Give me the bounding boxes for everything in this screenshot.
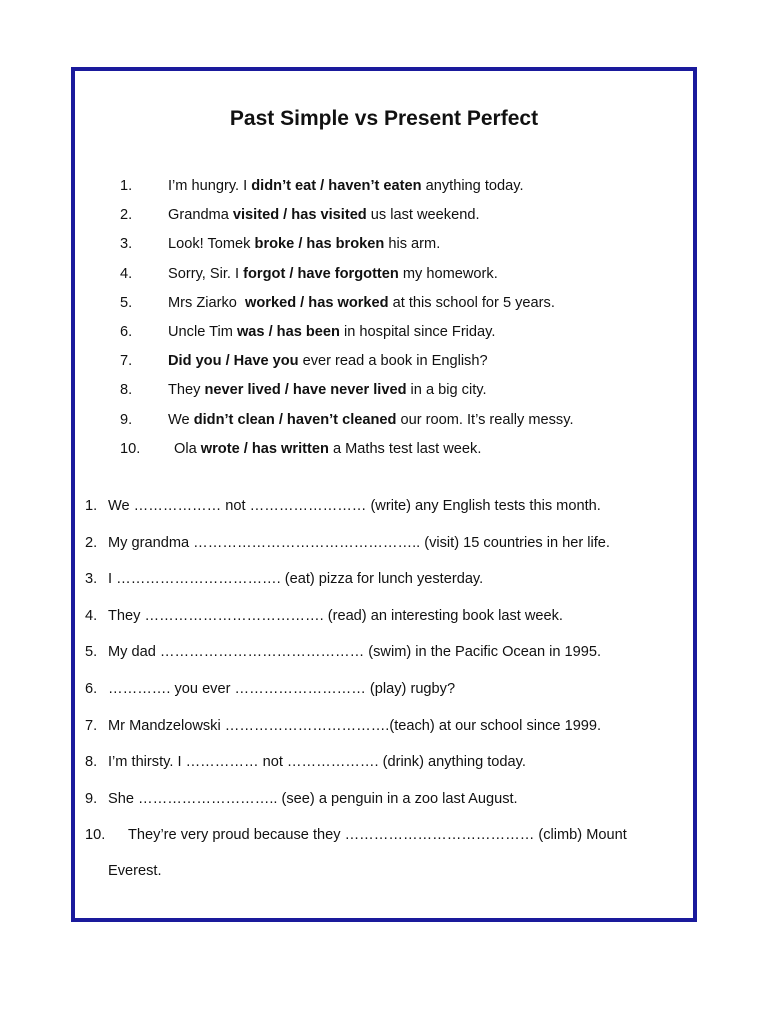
item-sentence: Ola wrote / has written a Maths test last week. (174, 440, 482, 457)
item-sentence: Grandma visited / has visited us last weekend. (168, 207, 480, 224)
part-one-item (75, 293, 693, 322)
part-one-item (75, 176, 693, 205)
part-two-item (75, 606, 693, 643)
choice-options: broke / has broken (254, 236, 385, 253)
gap-fill-sentence: My dad …………………………………… (swim) in the Pacific Ocean in 1995. (108, 644, 602, 661)
item-number: 1. (85, 498, 98, 514)
choice-options: forgot / have forgotten (243, 265, 399, 282)
item-sentence: Uncle Tim was / has been in hospital since Friday. (168, 323, 496, 340)
part-one-item (75, 380, 693, 409)
item-sentence: Did you / Have you ever read a book in English? (168, 353, 488, 370)
item-number: 9. (120, 411, 133, 428)
part-one-item (75, 322, 693, 351)
item-number: 4. (85, 607, 98, 624)
part-one-list (75, 176, 693, 468)
part-two-item (75, 679, 693, 716)
item-number: 10. (85, 827, 106, 844)
item-number: 10. (120, 440, 141, 457)
item-number: 3. (85, 571, 98, 588)
item-sentence: We didn’t clean / haven’t cleaned our room. It’s really messy. (168, 411, 574, 428)
item-number: 5. (120, 294, 133, 311)
part-two-item (75, 716, 693, 753)
item-number: 4. (120, 265, 133, 282)
item-number: 8. (120, 382, 133, 399)
choice-options: visited / has visited (232, 207, 367, 224)
worksheet-frame (71, 67, 697, 922)
item-number: 6. (120, 323, 133, 340)
part-one-item (75, 439, 693, 468)
gap-fill-sentence: We ……………… not …………………… (write) any English tests this month. (108, 498, 601, 514)
part-two-item (75, 642, 693, 679)
part-two-item (75, 789, 693, 826)
gap-fill-sentence: I’m thirsty. I …………… not ………………. (drink) anything today. (108, 754, 526, 771)
item-number: 5. (85, 644, 98, 661)
item-number: 7. (120, 353, 133, 370)
item-number: 8. (85, 754, 98, 771)
item-number: 3. (120, 236, 133, 253)
choice-options: never lived / have never lived (204, 382, 407, 399)
gap-fill-sentence: …………. you ever ……………………… (play) rugby? (108, 680, 456, 697)
item-sentence: Mrs Ziarko worked / has worked at this school for 5 years. (168, 294, 555, 311)
gap-fill-sentence: Mr Mandzelowski …………………………….(teach) at our school since 1999. (108, 717, 602, 734)
choice-options: was / has been (236, 323, 340, 340)
choice-options: didn’t clean / haven’t cleaned (193, 411, 397, 428)
part-two-item (75, 533, 693, 570)
item-number: 1. (120, 178, 133, 194)
part-one-item (75, 264, 693, 293)
choice-options: worked / has worked (245, 294, 389, 311)
item-number: 6. (85, 680, 98, 697)
item-number: 7. (85, 717, 98, 734)
part-two-item (75, 496, 693, 533)
worksheet-title: Past Simple vs Present Perfect (229, 107, 539, 130)
part-two-list (75, 496, 693, 880)
gap-fill-sentence: They’re very proud because they ………………………………… (climb) Mount (128, 827, 627, 844)
part-one-item (75, 410, 693, 439)
item-sentence: Look! Tomek broke / has broken his arm. (168, 236, 441, 253)
item-sentence: They never lived / have never lived in a big city. (168, 382, 487, 399)
part-two-item (75, 825, 693, 880)
gap-fill-sentence: They ………………………………. (read) an interesting book last week. (108, 607, 563, 624)
choice-options: Did you / Have you (168, 353, 299, 370)
choice-options: didn’t eat / haven’t eaten (251, 178, 422, 194)
part-two-item (75, 569, 693, 606)
item-sentence: Sorry, Sir. I forgot / have forgotten my homework. (168, 265, 498, 282)
item-number: 2. (85, 534, 98, 551)
gap-fill-sentence: I ……………………………. (eat) pizza for lunch yesterday. (108, 571, 484, 588)
gap-fill-sentence: My grandma ……………………………………….. (visit) 15 countries in her life. (108, 534, 610, 551)
part-one-item (75, 351, 693, 380)
gap-fill-sentence-continuation: Everest. (108, 863, 162, 880)
item-number: 9. (85, 790, 98, 807)
part-one-item (75, 205, 693, 234)
item-sentence: I’m hungry. I didn’t eat / haven’t eaten anything today. (168, 178, 524, 194)
choice-options: wrote / has written (200, 440, 329, 457)
item-number: 2. (120, 207, 133, 224)
part-two-item (75, 752, 693, 789)
part-one-item (75, 234, 693, 263)
gap-fill-sentence: She ……………………….. (see) a penguin in a zoo last August. (108, 790, 518, 807)
